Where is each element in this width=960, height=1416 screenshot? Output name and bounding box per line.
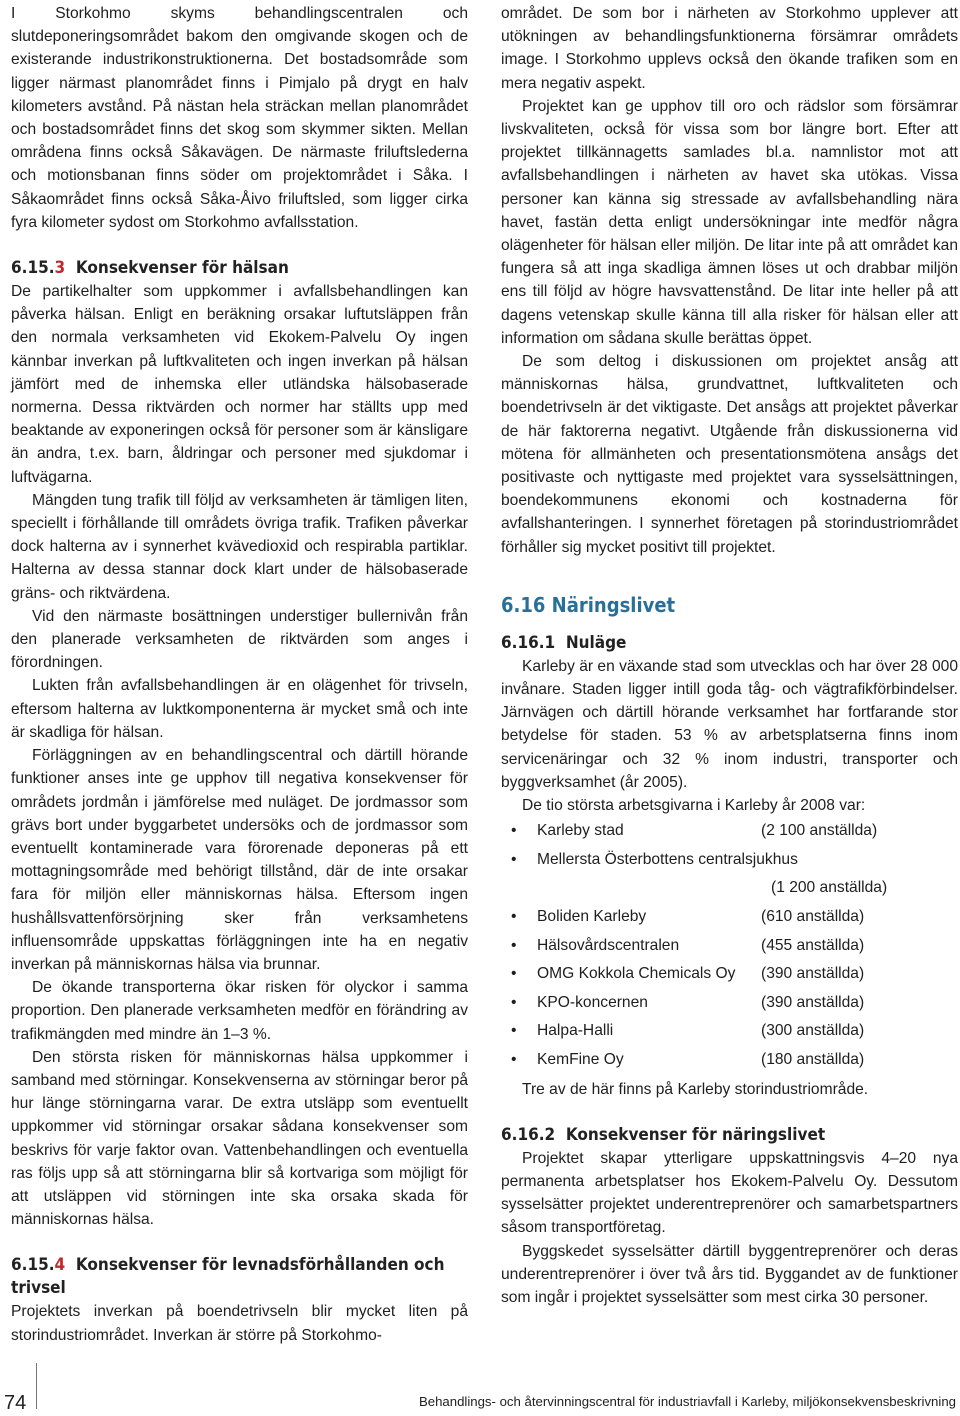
list-item <box>501 960 958 989</box>
heading-number-accent: 4 <box>54 1255 66 1276</box>
paragraph: De ökande transporterna ökar risken för olyckor i samma proportion. Den planerade verksamheten medför en förändring av trafikmängden med mindre än 1–3 %. <box>11 979 468 1043</box>
employee-count: (390 anställda) <box>761 965 865 983</box>
section-heading-6-15-4 <box>11 1254 468 1300</box>
list-item <box>501 989 958 1018</box>
employer-name: Hälsovårdscentralen <box>537 936 680 954</box>
employer-name: Boliden Karleby <box>537 908 647 926</box>
right-column <box>501 2 958 1309</box>
heading-number: 6.16.2 <box>501 1124 556 1145</box>
section-heading-6-15-3 <box>11 257 468 280</box>
paragraph: Lukten från avfallsbehandlingen är en olägenhet för trivseln, eftersom halterna av luktkomponenterna är mycket små och inte är skadliga för hälsan. <box>11 677 468 741</box>
heading-title: Konsekvenser för levnadsförhållanden och trivsel <box>11 1255 445 1299</box>
employer-name: Mellersta Österbottens centralsjukhus <box>537 850 798 868</box>
heading-number: 6.15. <box>11 258 55 279</box>
bullet-icon: • <box>511 993 517 1011</box>
bullet-icon: • <box>511 908 517 926</box>
employee-count: (1 200 anställda) <box>771 879 888 897</box>
section-heading-6-16-1 <box>501 632 958 655</box>
paragraph: området. De som bor i närheten av Storkohmo upplever att utökningen av behandlingsfunktionerna försämrar områdets image. I Storkohmo upplevs också den ökande trafiken som en mera negativ aspekt. <box>501 5 958 92</box>
paragraph: De partikelhalter som uppkommer i avfallsbehandlingen kan påverka hälsan. Enligt en beräkning orsakar luftutsläppen från den normala verksamheten vid Ekokem-Palvelu Oy ingen kännbar inverkan på luftkvaliteten och ingen inverkan på hälsan jämfört med de inhemska eller utländska hälsobaserade normerna. Dessa riktvärden och normer har ställts upp med beaktande av exponeringen också för personer som är känsligare än andra, t.ex. barn, åldringar och personer med sjukdomar i luftvägarna. <box>11 283 468 486</box>
employee-count: (2 100 anställda) <box>761 822 878 840</box>
bullet-icon: • <box>511 1022 517 1040</box>
employee-count: (390 anställda) <box>761 993 865 1011</box>
left-column <box>11 2 468 1347</box>
employee-count: (610 anställda) <box>761 908 865 926</box>
list-item <box>501 846 958 875</box>
heading-title: Konsekvenser för näringslivet <box>565 1124 826 1145</box>
employer-name: Karleby stad <box>537 822 624 840</box>
bullet-icon: • <box>511 1051 517 1069</box>
paragraph: Projektet skapar ytterligare uppskattningsvis 4–20 nya permanenta arbetsplatser hos Ekokem-Palvelu Oy. Dessutom sysselsätter projektet underentreprenörer och samarbetspartners såsom transportföretag. <box>501 1149 958 1237</box>
paragraph: Projektet kan ge upphov till oro och rädslor som försämrar livskvaliteten, också för vissa som bor längre bort. Efter att projektet tillkännagetts samlades bl.a. namnlistor mot att avfallsbehandlingen i närheten av havet ska utökas. Vissa personer kan känna sig stressade av avfallsbehandling nära havet, fastän detta enligt undersökningar inte medför några olägenheter för hälsan eller miljön. De litar inte på att området kan fungera så att inga skadliga ämnen löses ut och drabbar miljön ens till följd av högre havsvattenstånd. De litar inte heller på att dagens vetenskap skulle känna till alla risker för hälsan eller att information om sådana skulle berättas öppet. <box>501 97 958 347</box>
paragraph: Mängden tung trafik till följd av verksamheten är tämligen liten, speciellt i förhållande till områdets övriga trafik. Trafiken påverkar dock halterna av i synnerhet kvävedioxid och respirabla partiklar. Halterna av dessa stannar dock klart under de hälsobaserade gräns- och riktvärdena. <box>11 491 468 602</box>
heading-number-accent: 3 <box>54 258 66 279</box>
heading-title: Konsekvenser för hälsan <box>75 258 289 279</box>
bullet-icon: • <box>511 965 517 983</box>
paragraph: Den största risken för människornas hälsa uppkommer i samband med störningar. Konsekvenserna av störningar beror på hur länge störningarna varar. De extra utsläpp som eventuellt uppkommer vid störningar orsakar sådana konsekvenser som beskrivs för varje faktor ovan. Vattenbehandlingen och eventuella ras följs upp så att störningarna blir så kortvariga som möjligt för att utsläppen vid störningen inte ska orsaka skada för människornas hälsa. <box>11 1048 468 1229</box>
paragraph: I Storkohmo skyms behandlingscentralen och slutdeponeringsområdet bakom den omgivande skogen och de existerande industrikonstruktionerna. Det bostadsområde som ligger närmast planområdet finns i Pimjalo på drygt en halv kilometers avstånd. På nästan hela sträckan mellan planområdet och bostadsområdet finns det skog som skymmer sikten. Mellan områdena finns också Såkavägen. De närmaste friluftslederna och motionsbanan finns söder om projektområdet i Såka. I Såkaområdet finns också Såka-Åivo friluftsled, som ligger cirka fyra kilometer sydost om Storkohmo avfallsstation. <box>11 5 468 231</box>
paragraph: Projektets inverkan på boendetrivseln blir mycket liten på storindustriområdet. Inverkan är större på Storkohmo- <box>11 1303 468 1344</box>
section-heading-6-16-2 <box>501 1124 958 1147</box>
list-item <box>501 1046 958 1075</box>
employee-count: (180 anställda) <box>761 1051 865 1069</box>
paragraph: Karleby är en växande stad som utvecklas och har över 28 000 invånare. Staden ligger intill goda tåg- och vägtrafikförbindelser. Järnvägen och därtill hörande verksamhet har fortfarande stor betydelse för staden. 53 % av arbetsplatserna finns inom servicenäringar och 32 % inom industri, transporter och byggverksamhet (år 2005). <box>501 657 959 791</box>
heading-number: 6.16.1 <box>501 632 556 653</box>
paragraph: Förläggningen av en behandlingscentral och därtill hörande funktioner anses inte ge upphov till negativa konsekvenser för områdets jordmån i jämförelse med nuläget. De jordmassor som grävs bort under byggarbetet undersöks och de jordmassor som eventuellt kontaminerade vara förorenade deponeras på ett mottagningsområde med behörigt tillstånd, där de inte orsakar fara för miljön eller människornas hälsa. Eftersom ingen hushållsvattenförsörjning sker från verksamhetens influensområde uppskattas förläggningen inte ha en negativ inverkan på människornas hälsa via brunnar. <box>11 747 468 973</box>
paragraph: Vid den närmaste bosättningen understiger bullernivån från den planerade verksamheten de riktvärden som anges i förordningen. <box>11 607 468 672</box>
employer-name: Halpa-Halli <box>537 1022 614 1040</box>
employer-name: KPO-koncernen <box>537 993 648 1011</box>
list-item <box>501 932 958 961</box>
bullet-icon: • <box>511 822 517 840</box>
employee-count: (300 anställda) <box>761 1022 865 1040</box>
list-item <box>501 1017 958 1046</box>
employer-list <box>501 817 958 1074</box>
page-number: 74 <box>4 1392 27 1414</box>
bullet-icon: • <box>511 850 517 868</box>
employee-count: (455 anställda) <box>761 936 865 954</box>
bullet-icon: • <box>511 936 517 954</box>
section-heading-6-16: 6.16 Näringslivet <box>501 592 676 617</box>
list-item <box>501 817 958 846</box>
heading-title: Nuläge <box>565 632 627 653</box>
employer-name: KemFine Oy <box>537 1051 624 1069</box>
footer-divider <box>36 1363 37 1409</box>
list-item <box>501 903 958 932</box>
employer-name: OMG Kokkola Chemicals Oy <box>537 965 736 983</box>
list-item-continuation <box>501 874 958 903</box>
paragraph: Tre av de här finns på Karleby storindustriområde. <box>522 1080 869 1098</box>
paragraph: De som deltog i diskussionen om projektet ansåg att människornas hälsa, grundvattnet, luftkvaliteten och boendetrivseln är det viktigaste. Det ansågs att projektet påverkar de här faktorerna negativt. Utgående från diskussionerna vid mötena för allmänheten och presentationsmötena ansågs det positivaste och nyttigaste med projektet vara sysselsättningen, boendekommunens ekonomi och kostnaderna för avfallshanteringen. I synnerhet företagen på storindustriområdet förhåller sig mycket positivt till projektet. <box>501 353 958 556</box>
running-title: Behandlings- och återvinningscentral för industriavfall i Karleby, miljökonsekvensbeskrivning <box>418 1394 956 1409</box>
paragraph: De tio största arbetsgivarna i Karleby år 2008 var: <box>522 797 866 815</box>
heading-number: 6.15. <box>11 1255 55 1276</box>
paragraph: Byggskedet sysselsätter därtill byggentreprenörer och deras underentreprenörer i över två års tid. Byggandet av de funktioner som ingår i projektet sysselsätter som mest cirka 30 personer. <box>501 1242 958 1307</box>
